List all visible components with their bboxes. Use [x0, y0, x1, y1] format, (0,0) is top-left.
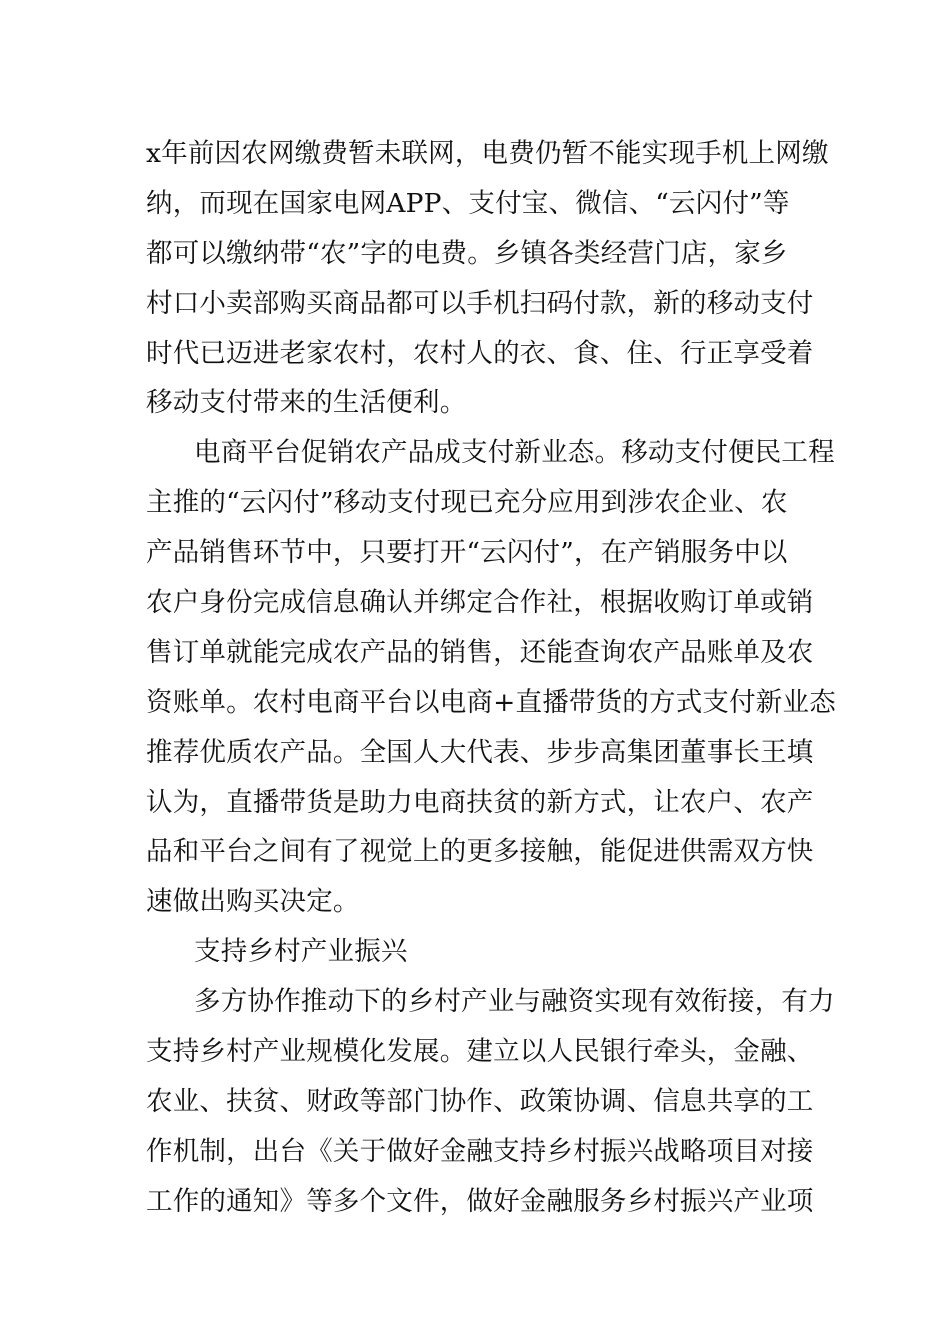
paragraph-line: 认为，直播带货是助力电商扶贫的新方式，让农户、农产 [146, 786, 814, 818]
paragraph-line: 售订单就能完成农产品的销售，还能查询农产品账单及农 [146, 636, 814, 668]
paragraph-line: 电商平台促销农产品成支付新业态。移动支付便民工程 [194, 437, 835, 469]
paragraph-line: 多方协作推动下的乡村产业与融资实现有效衔接，有力 [194, 986, 835, 1018]
paragraph-line: 支持乡村产业规模化发展。建立以人民银行牵头，金融、 [146, 1036, 814, 1068]
body-text [146, 129, 836, 1227]
paragraph-line: 纳，而现在国家电网APP、支付宝、微信、“云闪付”等 [146, 187, 790, 219]
paragraph-line: 作机制，出台《关于做好金融支持乡村振兴战略项目对接 [146, 1135, 814, 1167]
paragraph-line: 工作的通知》等多个文件，做好金融服务乡村振兴产业项 [146, 1185, 814, 1217]
paragraph-line: 主推的“云闪付”移动支付现已充分应用到涉农企业、农 [146, 487, 788, 519]
paragraph-line: 农业、扶贫、财政等部门协作、政策协调、信息共享的工 [146, 1085, 814, 1117]
paragraph-line: 村口小卖部购买商品都可以手机扫码付款，新的移动支付 [146, 287, 814, 319]
section-heading: 支持乡村产业振兴 [194, 936, 408, 968]
paragraph-line: 速做出购买决定。 [146, 886, 360, 918]
paragraph-line: 移动支付带来的生活便利。 [146, 387, 467, 419]
paragraph-line: 资账单。农村电商平台以电商+直播带货的方式支付新业态 [146, 686, 836, 718]
paragraph-line: 产品销售环节中，只要打开“云闪付”，在产销服务中以 [146, 537, 788, 569]
paragraph-line: 推荐优质农产品。全国人大代表、步步高集团董事长王填 [146, 736, 814, 768]
paragraph-line: 时代已迈进老家农村，农村人的衣、食、住、行正享受着 [146, 337, 814, 369]
paragraph-line: x年前因农网缴费暂未联网，电费仍暂不能实现手机上网缴 [146, 138, 829, 169]
paragraph-line: 品和平台之间有了视觉上的更多接触，能促进供需双方快 [146, 836, 814, 868]
paragraph-line: 都可以缴纳带“农”字的电费。乡镇各类经营门店，家乡 [146, 237, 788, 269]
paragraph-line: 农户身份完成信息确认并绑定合作社，根据收购订单或销 [146, 587, 814, 619]
